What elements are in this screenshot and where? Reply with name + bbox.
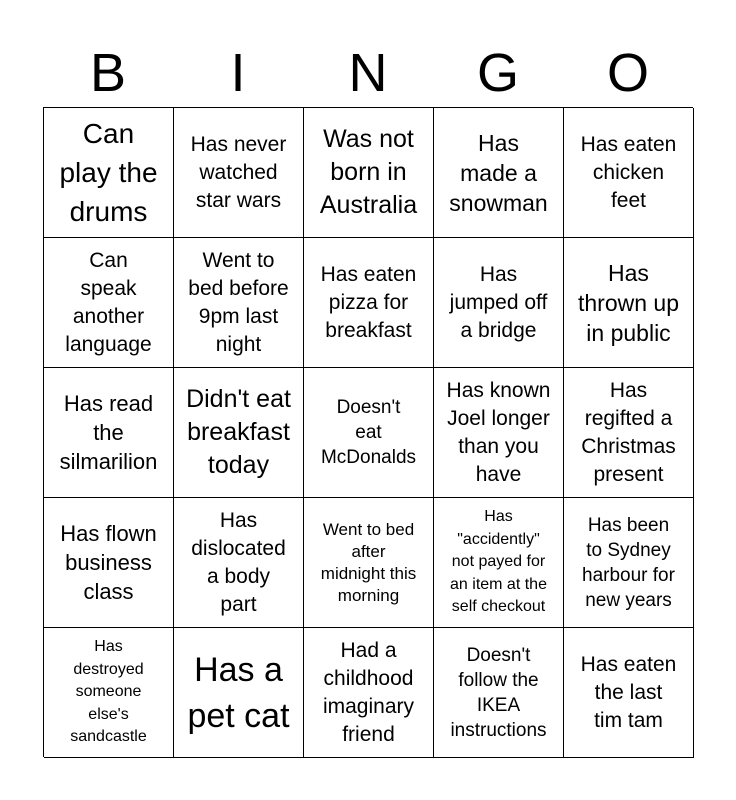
bingo-cell[interactable] [304, 108, 434, 238]
cell-text: Didn't eat breakfast today [186, 385, 291, 479]
bingo-cell[interactable] [174, 108, 304, 238]
bingo-cell[interactable] [44, 628, 174, 758]
bingo-cell[interactable] [304, 238, 434, 368]
cell-text: Was not born in Australia [319, 125, 418, 219]
bingo-cell[interactable] [44, 108, 174, 238]
bingo-header [43, 38, 693, 108]
bingo-cell[interactable] [564, 238, 694, 368]
bingo-cell[interactable] [174, 368, 304, 498]
cell-text: Has made a snowman [449, 129, 548, 216]
bingo-cell[interactable] [304, 628, 434, 758]
cell-text: Went to bed before 9pm last night [188, 248, 289, 356]
cell-text: Has eaten chicken feet [580, 132, 677, 212]
bingo-cell[interactable] [174, 628, 304, 758]
bingo-board [43, 107, 693, 757]
bingo-cell[interactable] [434, 498, 564, 628]
cell-text: Has read the silmarilion [59, 391, 158, 474]
cell-text: Doesn't follow the IKEA instructions [450, 644, 547, 741]
header-letter-o: O [606, 43, 649, 103]
header-letter-g: G [476, 43, 519, 103]
bingo-cell[interactable] [44, 368, 174, 498]
cell-text: Has thrown up in public [577, 259, 679, 346]
bingo-cell[interactable] [564, 108, 694, 238]
header-letter-n: N [348, 43, 388, 103]
bingo-cell[interactable] [434, 238, 564, 368]
header-letter-i: I [230, 43, 246, 103]
bingo-cell[interactable] [304, 498, 434, 628]
cell-text: Has never watched star wars [190, 132, 287, 212]
bingo-cell[interactable] [174, 498, 304, 628]
cell-text: Has been to Sydney harbour for new years [582, 514, 675, 611]
cell-text: Has eaten the last tim tam [580, 652, 677, 732]
cell-text: Can speak another language [65, 248, 152, 356]
bingo-cell[interactable] [174, 238, 304, 368]
bingo-cell[interactable] [304, 368, 434, 498]
bingo-cell[interactable] [564, 628, 694, 758]
bingo-cell[interactable] [434, 628, 564, 758]
cell-text: Went to bed after midnight this morning [320, 519, 417, 605]
bingo-cell[interactable] [44, 238, 174, 368]
cell-text: Has regifted a Christmas present [581, 378, 676, 486]
cell-text: Has jumped off a bridge [449, 262, 548, 342]
cell-text: Has "accidently" not payed for an item at the self checkout [450, 508, 547, 616]
bingo-cell[interactable] [434, 108, 564, 238]
cell-text: Can play the drums [59, 118, 158, 227]
cell-text: Had a childhood imaginary friend [322, 638, 415, 746]
header-letter-b: B [89, 43, 127, 103]
cell-text: Has a pet cat [187, 650, 290, 735]
cell-text: Has eaten pizza for breakfast [320, 262, 417, 342]
cell-text: Doesn't eat McDonalds [320, 397, 417, 468]
bingo-cell[interactable] [564, 498, 694, 628]
bingo-cell[interactable] [434, 368, 564, 498]
cell-text: Has flown business class [60, 521, 157, 604]
cell-text: Has dislocated a body part [191, 508, 286, 616]
bingo-cell[interactable] [44, 498, 174, 628]
cell-text: Has destroyed someone else's sandcastle [70, 638, 147, 746]
bingo-cell[interactable] [564, 368, 694, 498]
cell-text: Has known Joel longer than you have [446, 378, 551, 486]
